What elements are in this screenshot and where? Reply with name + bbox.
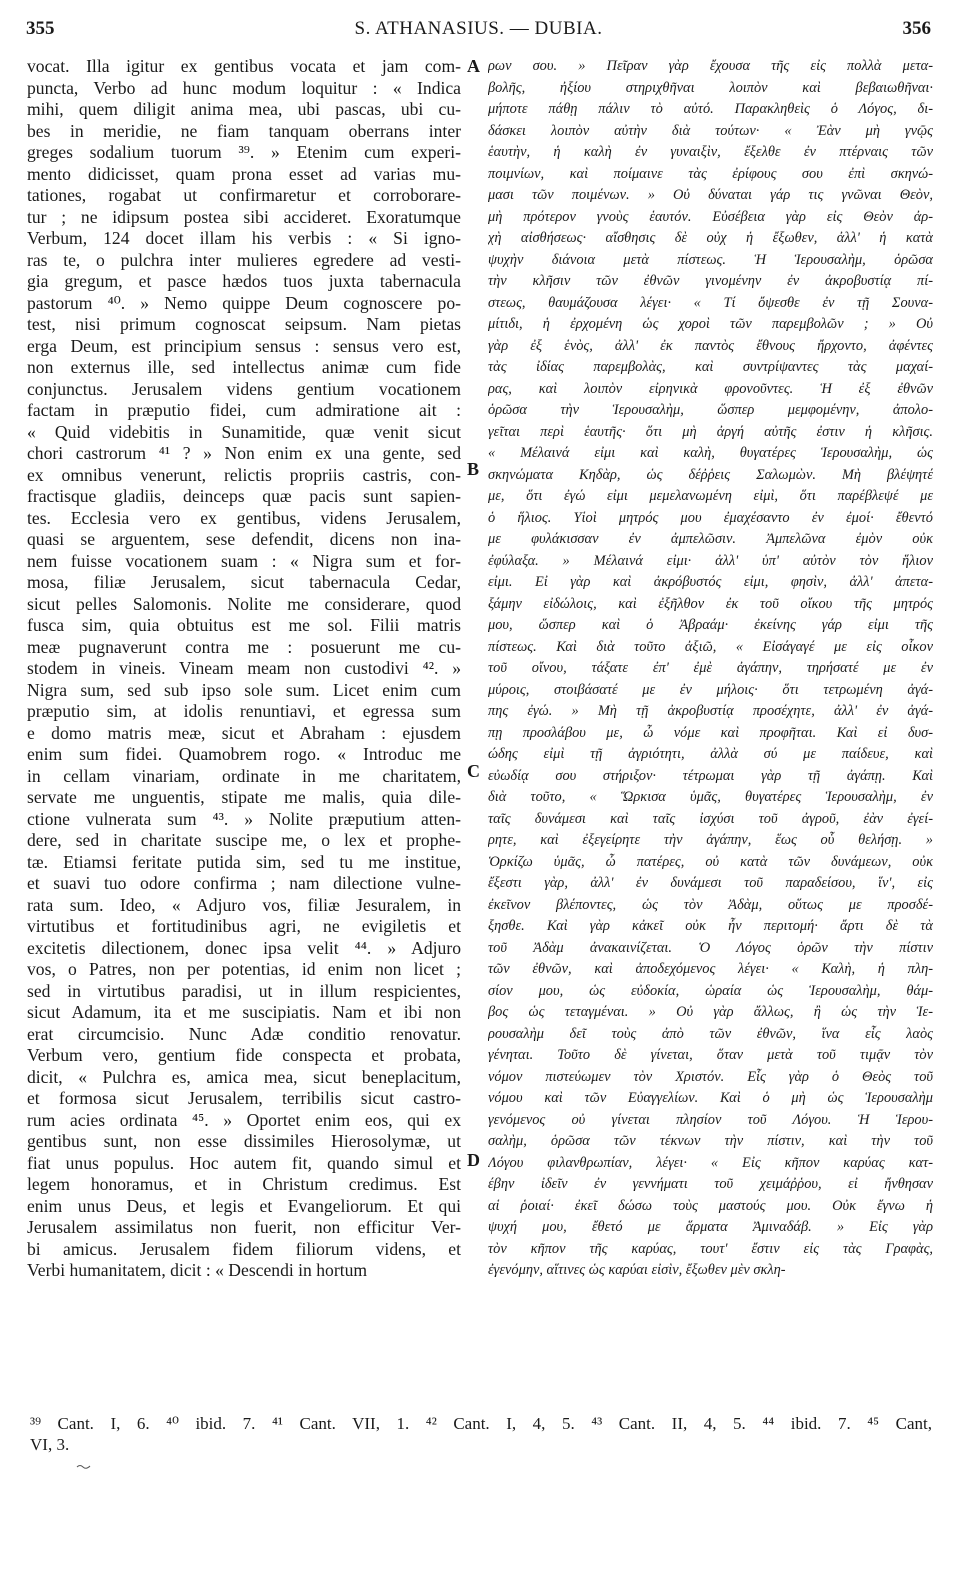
greek-text-line: νόμον πιστεύωμεν τὸν Χριστόν. Εἷς γὰρ ὁ Θεὸς τοῦ [488, 1068, 933, 1085]
greek-text-line: τὴν κλῆσιν τῶν ἐθνῶν γινομένην ἐν ἀκροβυστίᾳ πί- [488, 273, 933, 289]
latin-text-line: « Quid videbitis in Sunamitide, quæ venit sicut [27, 421, 461, 442]
greek-text-line: ρουσαλὴμ δεῖ τοὺς ἀπὸ τῶν ἐθνῶν, ἵνα εἷς λαὸς [488, 1025, 933, 1042]
latin-text-line: Verbum vero, gentium fide conspecta et probata, [27, 1045, 461, 1065]
greek-text-line: ὁρῶσα τὴν Ἱερουσαλὴμ, ὥσπερ μεμφομένην, ἀπολο- [488, 402, 933, 418]
greek-text-line: τοῦ οἴνου, τάξατε ἐπ' ἐμὲ ἀγάπην, τηρήσατέ με ἐν [488, 660, 933, 676]
latin-text-line: mosa, filiæ Jerusalem, sicut tabernacula Cedar, [27, 572, 461, 592]
footnote-line: ³⁹ Cant. I, 6. ⁴⁰ ibid. 7. ⁴¹ Cant. VII, 1. ⁴² Cant. I, 4, 5. ⁴³ Cant. II, 4, 5. ⁴⁴ ibid. 7. ⁴⁵ Cant, [30, 1414, 932, 1433]
greek-text-line: Ὁρκίζω ὑμᾶς, ὦ πατέρες, οὐ κατὰ τῶν δυνάμεων, οὐκ [488, 853, 933, 870]
latin-text-line: ctione vulnerata sum ⁴³. » Nolite præputium atten- [27, 808, 461, 829]
latin-text-line: sed in virtutibus paradisi, ut in illum respicientes, [27, 980, 461, 1001]
latin-text-line: quasi se arguentem, sese defendit, dicens non ina- [27, 529, 461, 549]
greek-text-line: Λόγου φιλανθρωπίαν, λέγει· « Εἰς κῆπον καρύας κατ- [488, 1154, 933, 1171]
margin-marker-c: C [467, 761, 480, 781]
greek-text-line: ρητε, καὶ ἐξεγείρητε τὴν ἀγάπην, ἕως οὗ θελήσῃ. » [488, 832, 933, 848]
latin-text-line: e domo matris meæ, sicut et Abraham : ejusdem [27, 722, 461, 743]
latin-text-line: tationes, rogabat ut confirmaretur et corroborare- [27, 185, 461, 205]
latin-text-line: sicut Adamum, ita et me suscipiatis. Nam et ibi non [27, 1002, 461, 1022]
greek-text-line: γὰρ ἐξ ἑνὸς, ἀλλ' ἐκ παντὸς ἔθνους ἤρχοντο, ἀφέντες [488, 337, 933, 354]
greek-text-line: μύροις, στοιβάσατέ με ἐν μήλοις· ὅτι τετρωμένη ἀγά- [488, 681, 933, 698]
latin-text-line: dere, sed in charitate suscipe me, o lex et prophe- [27, 830, 461, 850]
greek-text-line: σκηνώματα Κηδὰρ, ὡς δέῤῥεις Σαλωμὼν. Μὴ βλέψητέ [488, 466, 933, 483]
greek-text-line: μὴ πρότερον γνοὺς ἑαυτόν. Εὐσέβεια γὰρ εἰς Θεὸν ἀρ- [488, 208, 933, 225]
greek-text-line: ἑαυτὴν, ἡ καλὴ ἐν γυναιξὶν, ἔξελθε ἐν πτέρναις τῶν [488, 144, 933, 160]
greek-text-line: πίστεως. Καὶ διὰ τοῦτο ἀξιῶ, « Εἰσάγαγέ με εἰς οἶκον [488, 638, 933, 655]
greek-text-line: ἐφύλαξα. » Μέλαινά εἰμι· ἀλλ' ὑπ' αὐτὸν τὸν ἥλιον [488, 552, 933, 569]
latin-text-line: mento didicisset, quam prona esset ad varias mu- [27, 163, 461, 184]
latin-text-line: pastorum ⁴⁰. » Nemo quippe Deum cognoscere po- [27, 292, 461, 313]
greek-text-line: γεῖται περὶ ἑαυτῆς· ὅτι μὴ ἀργή αὐτῆς ἐστιν ἡ κλῆσις. [488, 423, 933, 440]
margin-marker-d: D [467, 1150, 480, 1170]
latin-text-line: meæ pugnaverunt contra me : posuerunt me cu- [27, 636, 461, 657]
latin-text-line: in cellam vinariam, ordinate in me charitatem, [27, 765, 461, 786]
margin-marker-b: B [467, 459, 480, 479]
greek-text-line: βολῆς, ἠξίου στηριχθῆναι λοιπὸν καὶ βεβαιωθῆναι· [488, 79, 933, 96]
greek-text-line: έβην ἰδεῖν ἐν γεννήματι τοῦ χειμάῤῥου, εἰ ἤνθησαν [488, 1176, 933, 1192]
footnotes [30, 1413, 932, 1455]
latin-text-line: stodem in vineis. Vineam meam non custodivi ⁴². » [27, 658, 461, 678]
margin-marker-a: A [467, 56, 480, 76]
latin-text-line: bi amicus. Jerusalem fidem filiorum videns, et [27, 1238, 461, 1259]
greek-text-line: διὰ τοῦτο, « Ὥρκισα ὑμᾶς, θυγατέρες Ἱερουσαλὴμ, ἐν [488, 789, 933, 805]
latin-text-line: Jerusalem assimilatus non fuerit, non efficitur Ver- [27, 1217, 461, 1237]
latin-text-line: erga Deum, est principium sensus : sensus vero est, [27, 335, 461, 356]
latin-text-line: ex omnibus venerunt, relictis propriis castris, con- [27, 464, 461, 485]
latin-text-column [27, 56, 461, 1282]
greek-text-line: ώδης εἰμὶ τῇ ἀγριότητι, ἀλλὰ σύ με παίδευε, καὶ [488, 746, 933, 762]
latin-text-line: dicit, « Pulchra es, amica mea, sicut beneplacitum, [27, 1066, 461, 1087]
greek-text-line: εὐωδίᾳ σου στήριξον· τέτρωμαι γὰρ τῇ ἀγάπῃ. Καὶ [488, 767, 933, 784]
running-header [26, 18, 931, 46]
latin-text-line: nem fuisse vocationem suam : « Nigra sum et for- [27, 550, 461, 571]
greek-text-line: βος ὡς τεταγμέναι. » Οὐ γὰρ ἄλλως, ἢ ὡς τὴν Ἱε- [488, 1004, 933, 1020]
greek-text-line: τὸν κῆπον τῆς καρύας, τουτ' ἔστιν εἰς τὰς Γραφὰς, [488, 1240, 933, 1257]
greek-text-line: στεως, θαυμάζουσα λέγει· « Τί ὄψεσθε ἐν τῇ Σουνα- [488, 294, 933, 311]
latin-text-line: et suavi tuo odore confirma ; nam dilectione vulne- [27, 873, 461, 893]
latin-text-line: tes. Ecclesia vero ex gentibus, videns Jerusalem, [27, 507, 461, 528]
latin-text-line: mihi, quem diligit anima mea, ubi pascas, ubi cu- [27, 99, 461, 119]
greek-text-line: σίον μου, ὡς εὐδοκία, ὡραία ὡς Ἱερουσαλὴμ, θάμ- [488, 982, 933, 999]
latin-text-line: Verbi humanitatem, dicit : « Descendi in hortum [27, 1260, 368, 1280]
greek-text-line: δάσκει λοιπὸν αὐτὴν διὰ τούτων· « Ἐὰν μὴ γνῷς [488, 122, 933, 139]
latin-text-line: chori castrorum ⁴¹ ? » Non enim ex una gente, sed [27, 443, 461, 463]
footnote-line: VI, 3. [30, 1435, 70, 1454]
greek-text-line: με φυλάκισσαν ἐν ἀμπελῶσιν. Ἀμπελῶνα ἐμὸν οὐκ [488, 531, 933, 547]
greek-text-line: « Μέλαινά εἰμι καὶ καλὴ, θυγατέρες Ἱερουσαλὴμ, ὡς [488, 445, 933, 461]
latin-text-line: bes in meridie, ne fiam tanquam oberrans inter [27, 120, 461, 141]
latin-text-line: greges sodalium tuorum ³⁹. » Etenim cum experi- [27, 142, 461, 162]
latin-text-line: conjunctus. Jerusalem videns gentium vocationem [27, 378, 461, 399]
latin-text-line: sicut pelles Salomonis. Nolite me considerare, quod [27, 593, 461, 614]
latin-text-line: erat circumcisio. Nunc Adæ conditio renovatur. [27, 1023, 461, 1044]
greek-text-line: μίτιδι, ἡ ἐρχομένη ὡς χοροὶ τῶν παρεμβολῶν ; » Οὐ [488, 316, 933, 332]
greek-text-line: ρων σου. » Πεῖραν γὰρ ἔχουσα τῆς εἰς πολλὰ μετα- [488, 58, 933, 74]
running-title: S. ATHANASIUS. — DUBIA. [354, 18, 603, 39]
latin-text-line: vos, o Patres, non per potentias, id enim non licet ; [27, 959, 461, 979]
greek-text-line: ρας, καὶ λοιπὸν εἰρηνικὰ φρονοῦντες. Ἡ ἐξ ἐθνῶν [488, 380, 933, 397]
greek-text-line: ξάμην εἰδώλοις, καὶ ἐξῆλθον ἐκ τοῦ οἴκου τῆς μητρός [488, 595, 933, 612]
greek-text-line: σαλὴμ, ὁρῶσα τῶν τέκνων τὴν πίστιν, καὶ τὴν τοῦ [488, 1133, 933, 1149]
page-number-left: 355 [26, 18, 55, 39]
greek-text-line: πης ἐγώ. » Μὴ τῇ ἀκροβυστίᾳ προσέχητε, ἀλλ' ἐν ἀγά- [488, 703, 933, 719]
greek-text-line: τὰς ἰδίας παρεμβολὰς, καὶ συντρίψαντες τὰς μαχαί- [488, 359, 933, 375]
latin-text-line: test, nisi primum cognoscat seipsum. Nam pietas [27, 314, 461, 334]
greek-text-line: εἰμι. Εἰ γὰρ καὶ ἀκρόβυστός εἰμι, φησὶν, ἀλλ' ἀπετα- [488, 574, 933, 590]
greek-text-line: χὴ αἰσθήσεως· αἴσθησις δὲ οὐχ ἡ ἔξωθεν, ἀλλ' ἡ κατὰ [488, 230, 933, 246]
latin-text-line: rata sum. Ideo, « Adjuro vos, filiæ Jesuralem, in [27, 894, 461, 915]
latin-text-line: enim unus Deus, et legis et Evangeliorum. Et qui [27, 1195, 461, 1216]
latin-text-line: fusca sim, quia obtuitus est me sol. Filii matris [27, 615, 461, 635]
latin-text-line: tæ. Etiamsi feritate putida sim, sed tu me institue, [27, 851, 461, 872]
latin-text-line: fractisque gladiis, deinceps quæ pacis sunt sapien- [27, 486, 461, 506]
greek-text-line: ἐγενόμην, αἵτινες ὡς καρύαι εἰσὶν, ἔξωθεν μὲν σκλη- [488, 1262, 786, 1278]
greek-text-line: μήποτε πάθῃ πάλιν τὸ αὐτό. Παρακληθεὶς ὁ Λόγος, δι- [488, 101, 933, 117]
page-number-right: 356 [902, 18, 931, 39]
greek-text-line: μασι τῶν ποιμένων. » Οὐ δύναται γάρ τις γνῶναι Θεὸν, [488, 187, 933, 203]
latin-text-line: enim sum fidei. Quamobrem rogo. « Introduc me [27, 744, 461, 764]
latin-text-line: rum acies ordinata ⁴⁵. » Oportet enim eos, qui ex [27, 1109, 461, 1130]
latin-text-line: excitetis dilectionem, donec ipsa velit ⁴⁴. » Adjuro [27, 937, 461, 958]
greek-text-line: ψυχή μου, ἔθετό με ἅρματα Ἀμιναδάβ. » Εἰς γὰρ [488, 1219, 933, 1235]
greek-text-line: πῃ προσλάβου με, ὦ νόμε καὶ προφῆται. Καὶ εἰ δυσ- [488, 724, 933, 741]
latin-text-line: factam in præputio fidei, cum admiratione ait : [27, 400, 461, 420]
latin-text-line: et formosa sicut Jerusalem, terribilis sicut castro- [27, 1088, 461, 1108]
greek-text-line: τοῦ Ἀδὰμ ἀνακαινίζεται. Ὁ Λόγος ὁρῶν τὴν πίστιν [488, 939, 933, 956]
greek-text-line: ξησθε. Καὶ γὰρ κἀκεῖ οὐκ ἦν περιτομή· ἄρτι δὲ τὰ [488, 918, 933, 934]
ink-smudge-mark [76, 1462, 92, 1470]
greek-text-line: γένηται. Τοῦτο δὲ γίνεται, ὅταν μετὰ τοῦ τιμᾷν τὸν [488, 1047, 933, 1063]
greek-text-line: ψυχὴν διάνοια μετὰ πίστεως. Ἡ Ἱερουσαλὴμ, ὁρῶσα [488, 251, 933, 268]
latin-text-line: fiat unus populus. Hoc autem fit, quando simul et [27, 1152, 461, 1173]
greek-text-line: νόμου καὶ τῶν Εὐαγγελίων. Καὶ ὁ μὴ ὡς Ἱερουσαλὴμ [488, 1090, 933, 1106]
latin-text-line: legem honoramus, et in Christum credimus. Est [27, 1174, 461, 1194]
latin-text-line: servate me unguentis, stipate me malis, quia dile- [27, 787, 461, 807]
greek-text-line: τῶν ἐθνῶν, καὶ ἀποδεχόμενος λέγει· « Καλὴ, ἡ πλη- [488, 961, 933, 977]
greek-text-line: ἔξεστι γὰρ, ἀλλ' ἐν δυνάμεσι τοῦ παραδείσου, ἵν', εἰς [488, 875, 933, 891]
latin-text-line: Verbum, 124 docet illam his verbis : « Si igno- [27, 228, 461, 248]
latin-text-line: Nigra sum, sed sub ipso sole sum. Licet enim cum [27, 679, 461, 700]
greek-text-line: ἐκεῖνον βλέποντες, ὡς τὸν Ἀδὰμ, οὕτως με προσδέ- [488, 896, 933, 913]
latin-text-line: tur ; ne idipsum postea sibi accideret. Exoratumque [27, 206, 461, 227]
greek-text-line: γενόμενος οὐ γίνεται πλησίον τοῦ Λόγου. Ἡ Ἱερου- [488, 1111, 933, 1128]
latin-text-line: gia gregum, et pasce hædos tuos juxta tabernacula [27, 271, 461, 291]
greek-text-line: με, ὅτι ἐγώ εἰμι μεμελανωμένη εἰμὶ, ὅτι παρέβλεψέ με [488, 488, 933, 504]
greek-text-line: αἱ ῥοιαί· ἐκεῖ δώσω τοὺς μαστούς μου. Οὐκ ἔγνω ἡ [488, 1197, 933, 1214]
latin-text-line: vocat. Illa igitur ex gentibus vocata et jam com- [27, 56, 461, 76]
latin-text-line: non externus ille, sed intellectus animæ cum fide [27, 357, 461, 377]
latin-text-line: virtutibus et fortitudinibus agri, ne evigiletis et [27, 916, 461, 936]
latin-text-line: præputio sim, at idolis renuntiavi, et egressa sum [27, 701, 461, 721]
latin-text-line: ras te, o pulchra inter mulieres egredere ad vesti- [27, 249, 461, 270]
latin-text-line: gentibus sunt, non esse dissimiles Hierosolymæ, ut [27, 1131, 461, 1151]
greek-text-line: ταῖς δυνάμεσι καὶ ταῖς ἰσχύσι τοῦ ἀγροῦ, ἐὰν ἐγεί- [488, 810, 933, 827]
greek-text-line: μου, ὥσπερ καὶ ὁ Ἀβραάμ· ἐκείνης γάρ εἰμι τῆς [488, 617, 933, 633]
greek-text-line: ποιμνίων, καὶ ποίμαινε τὰς ἐρίφους σου ἐπὶ σκηνώ- [488, 165, 933, 182]
greek-text-line: ὁ ἥλιος. Υἱοὶ μητρός μου ἐμαχέσαντο ἐν ἐμοί· ἔθεντό [488, 509, 933, 526]
latin-text-line: puncta, Verbo ad hunc modum loquitur : « Indica [27, 77, 461, 98]
greek-text-column [488, 56, 933, 1282]
